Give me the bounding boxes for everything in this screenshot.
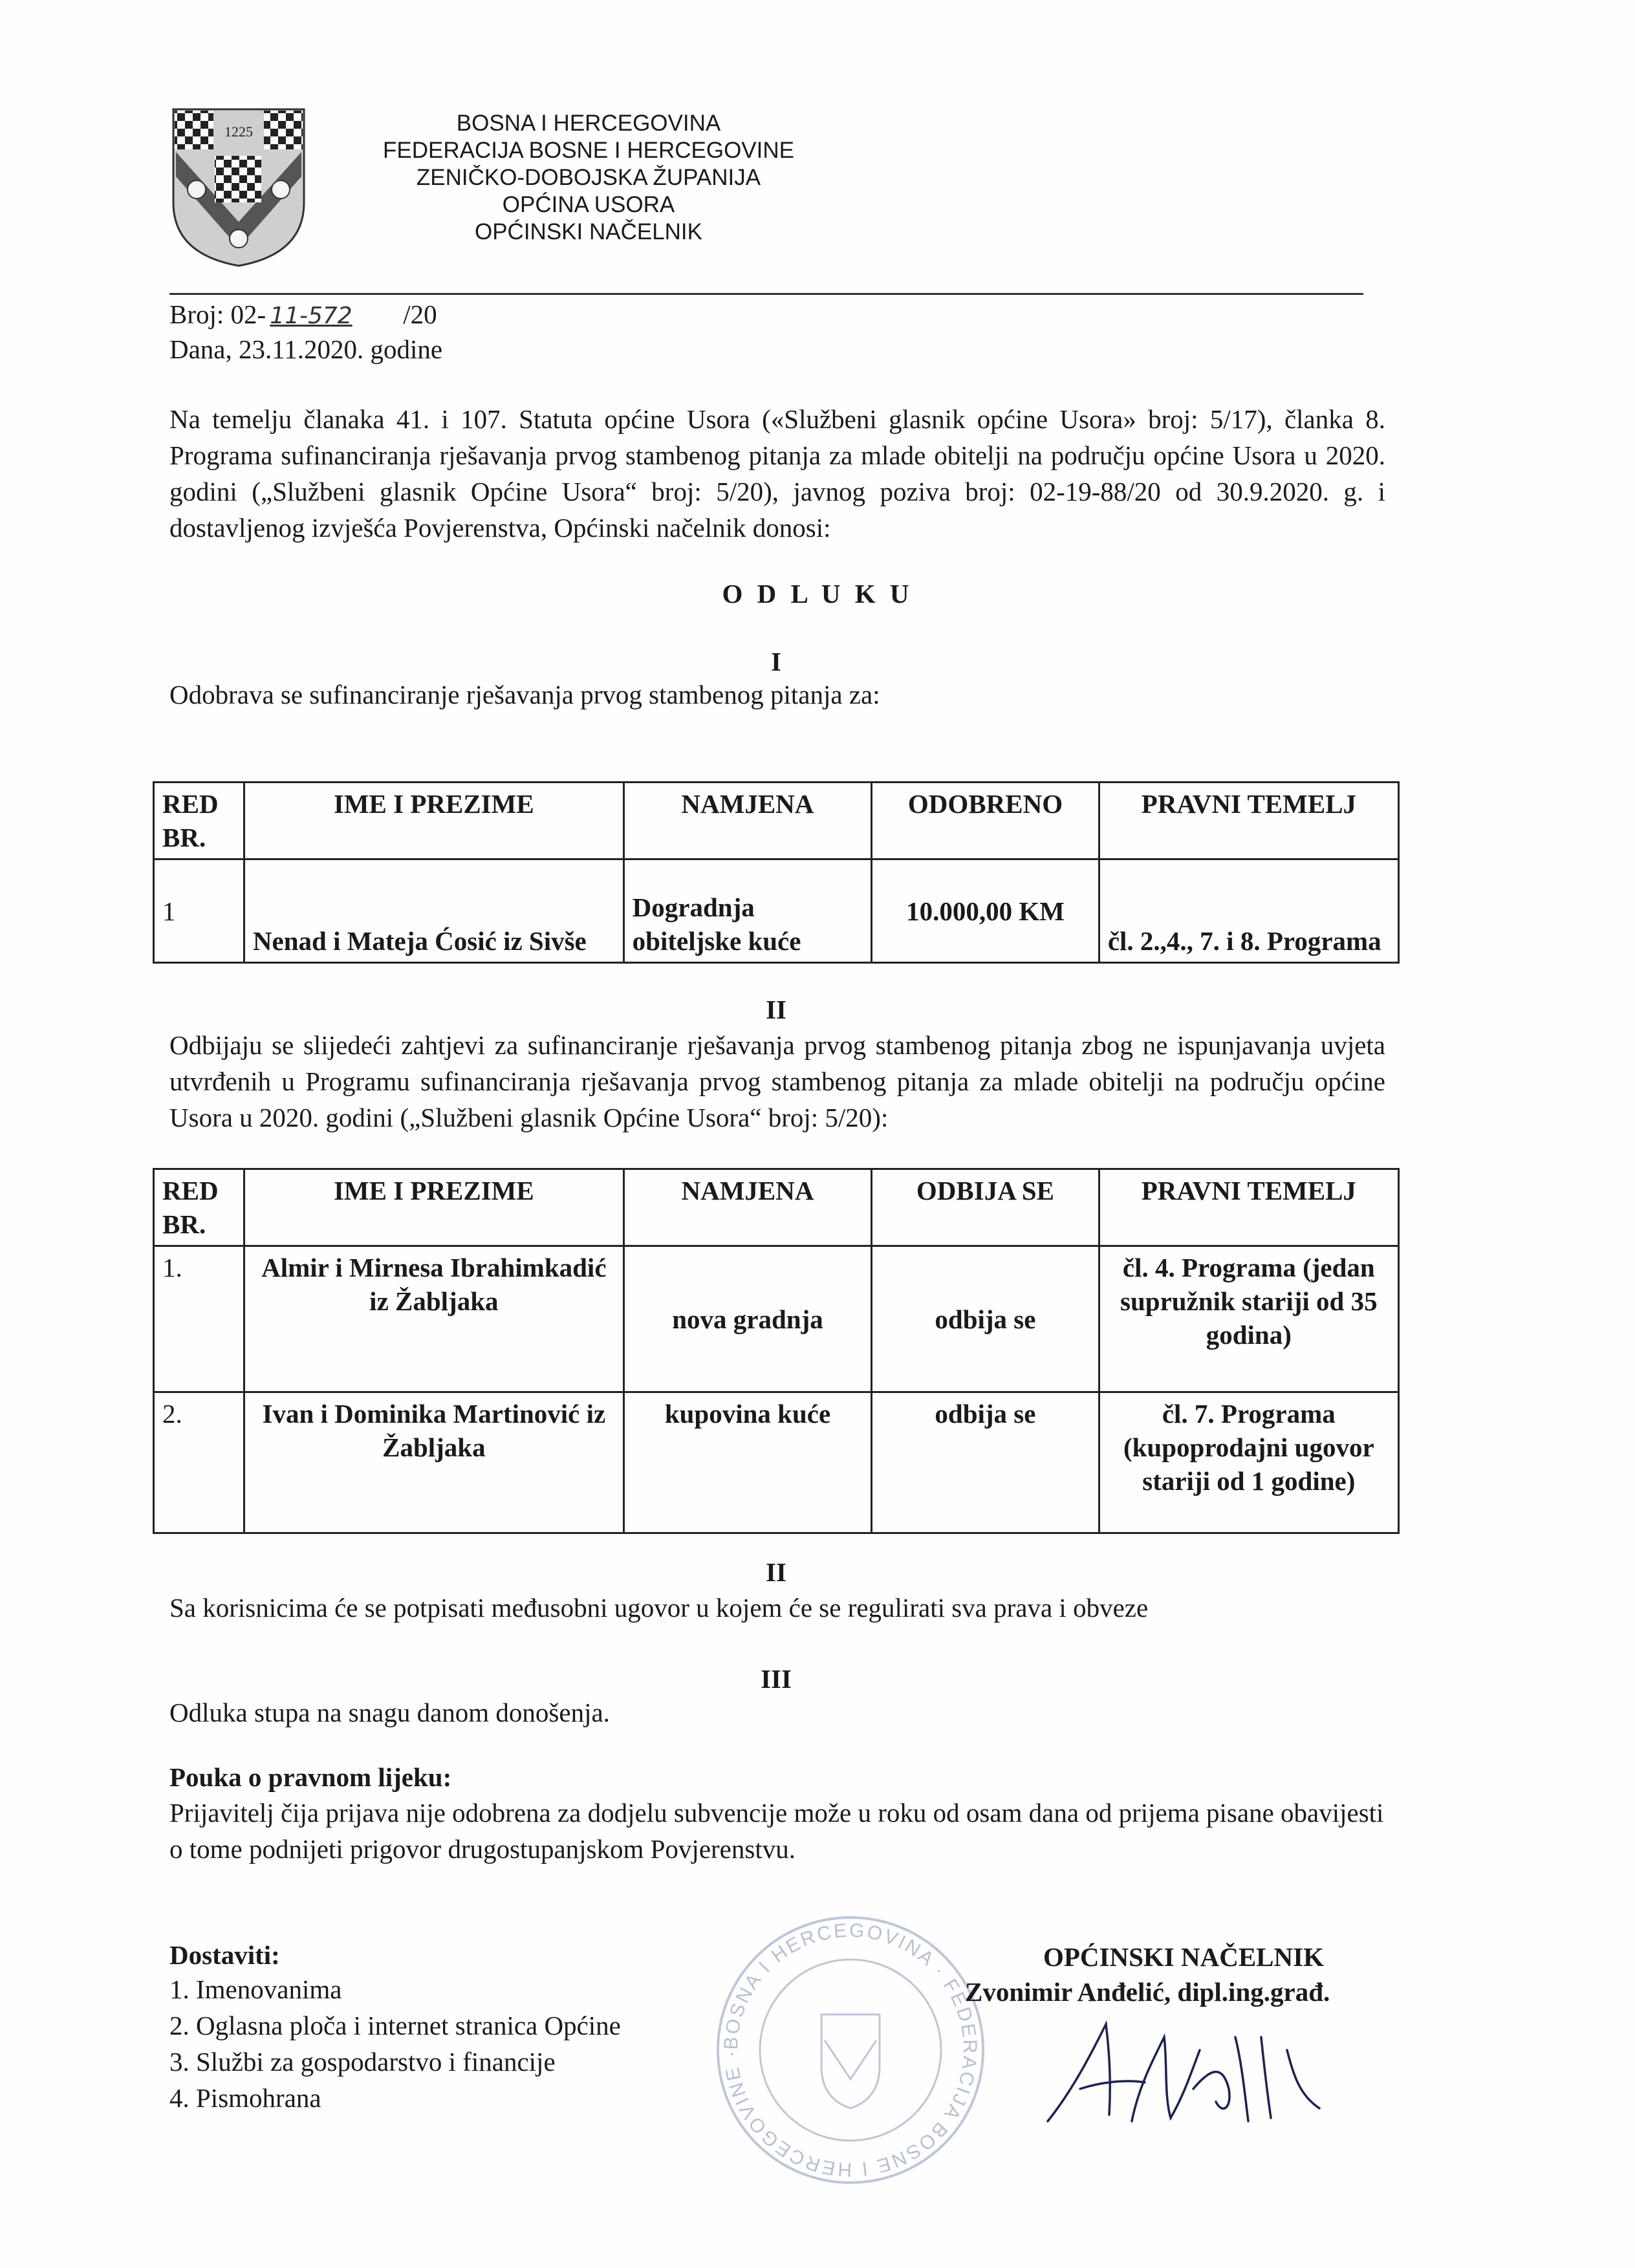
table-cell: Almir i Mirnesa Ibrahimkadić iz Žabljaka bbox=[244, 1246, 623, 1392]
table-cell: 1 bbox=[154, 859, 244, 963]
table-cell: 1. bbox=[154, 1246, 244, 1392]
section-1-text: Odobrava se sufinanciranje rješavanja prvog stambenog pitanja za: bbox=[169, 680, 880, 709]
table-cell: 10.000,00 KM bbox=[872, 859, 1099, 963]
column-header: RED BR. bbox=[154, 1169, 244, 1246]
approved-table bbox=[153, 781, 1400, 964]
column-header: NAMJENA bbox=[623, 783, 871, 859]
table-row bbox=[154, 859, 1399, 963]
table-row bbox=[154, 1246, 1399, 1392]
list-item: 1. Imenovanima bbox=[169, 1974, 342, 2004]
column-header: PRAVNI TEMELJ bbox=[1099, 1169, 1398, 1246]
column-header: ODBIJA SE bbox=[872, 1169, 1099, 1246]
broj-handwritten: 11-572 bbox=[270, 303, 352, 329]
broj-prefix: Broj: 02- bbox=[169, 299, 266, 329]
broj-suffix: /20 bbox=[403, 299, 437, 329]
approved-table-header-row bbox=[154, 783, 1399, 859]
rejected-table bbox=[153, 1168, 1400, 1534]
table-cell: čl. 2.,4., 7. i 8. Programa bbox=[1099, 859, 1398, 963]
section-4-number: III bbox=[761, 1664, 792, 1694]
header-federation: FEDERACIJA BOSNE I HERCEGOVINE bbox=[383, 138, 794, 163]
handwritten-signature bbox=[1035, 2011, 1332, 2134]
table-cell: čl. 4. Programa (jedan supružnik stariji od 35 godina) bbox=[1099, 1246, 1398, 1392]
coat-of-arms-logo bbox=[169, 105, 308, 268]
column-header: IME I PREZIME bbox=[244, 783, 623, 859]
header-municipality: OPĆINA USORA bbox=[502, 192, 675, 217]
header-canton: ZENIČKO-DOBOJSKA ŽUPANIJA bbox=[416, 165, 761, 190]
document-date: Dana, 23.11.2020. godine bbox=[169, 334, 443, 364]
reference-number bbox=[169, 296, 622, 334]
table-cell: odbija se bbox=[872, 1392, 1099, 1533]
table-row bbox=[154, 1392, 1399, 1533]
column-header: IME I PREZIME bbox=[244, 1169, 623, 1246]
official-stamp bbox=[711, 1911, 990, 2189]
svg-text:1225: 1225 bbox=[224, 124, 253, 140]
header-divider bbox=[169, 293, 1363, 295]
section-3-text: Sa korisnicima će se potpisati međusobni ugovor u kojem će se regulirati sva prava i obveze bbox=[169, 1593, 1149, 1623]
column-header: PRAVNI TEMELJ bbox=[1099, 783, 1398, 859]
table-cell: Dogradnja obiteljske kuće bbox=[623, 859, 871, 963]
table-cell: Nenad i Mateja Ćosić iz Sivše bbox=[244, 859, 623, 963]
preamble-paragraph: Na temelju članaka 41. i 107. Statuta općine Usora («Službeni glasnik općine Usora» broj: 5/17), članka 8. Programa sufinanciranja rješavanja prvog stambenog pitanja za mlade obitelji na području općine Usora u 2020. godini („Službeni glasnik Općine Usora“ broj: 5/20), javnog poziva broj: 02-19-88/20 od 30.9.2020. g. i dostavljenog izvješća Povjerenstva, Općinski načelnik donosi: bbox=[169, 404, 1385, 543]
legal-remedy-title: Pouka o pravnom lijeku: bbox=[169, 1762, 452, 1792]
list-item: 2. Oglasna ploča i internet stranica Općine bbox=[169, 2011, 621, 2040]
table-cell: odbija se bbox=[872, 1246, 1099, 1392]
table-cell: čl. 7. Programa (kupoprodajni ugovor stariji od 1 godine) bbox=[1099, 1392, 1398, 1533]
table-cell: 2. bbox=[154, 1392, 244, 1533]
header-block bbox=[298, 110, 880, 246]
section-2-text: Odbijaju se slijedeći zahtjevi za sufinanciranje rješavanja prvog stambenog pitanja zbog ne ispunjavanja uvjeta utvrđenih u Programu sufinanciranja rješavanja prvog stambenog pitanja za mlade obitelji na području općine Usora u 2020. godini („Službeni glasnik Općine Usora“ broj: 5/20): bbox=[169, 1030, 1385, 1132]
section-2-number: II bbox=[766, 995, 786, 1024]
table-cell: nova gradnja bbox=[623, 1246, 871, 1392]
header-country: BOSNA I HERCEGOVINA bbox=[456, 111, 721, 136]
column-header: ODOBRENO bbox=[872, 783, 1099, 859]
section-3-number: II bbox=[766, 1557, 786, 1587]
list-item: 3. Službi za gospodarstvo i financije bbox=[169, 2047, 556, 2077]
decision-title: O D L U K U bbox=[722, 579, 913, 609]
table-cell: Ivan i Dominika Martinović iz Žabljaka bbox=[244, 1392, 623, 1533]
delivery-title: Dostaviti: bbox=[169, 1940, 280, 1970]
section-4-text: Odluka stupa na snagu danom donošenja. bbox=[169, 1698, 610, 1727]
column-header: RED BR. bbox=[154, 783, 244, 859]
signatory-name: Zvonimir Anđelić, dipl.ing.građ. bbox=[965, 1977, 1330, 2007]
header-office: OPĆINSKI NAČELNIK bbox=[474, 219, 703, 244]
section-1-number: I bbox=[771, 647, 781, 676]
rejected-table-header-row bbox=[154, 1169, 1399, 1246]
legal-remedy-text: Prijavitelj čija prijava nije odobrena za dodjelu subvencije može u roku od osam dana od prijema pisane obavijesti o tome podnijeti prigovor drugostupanjskom Povjerenstvu. bbox=[169, 1798, 1384, 1864]
signatory-title: OPĆINSKI NAČELNIK bbox=[1043, 1942, 1324, 1972]
list-item: 4. Pismohrana bbox=[169, 2083, 321, 2113]
column-header: NAMJENA bbox=[623, 1169, 871, 1246]
table-cell: kupovina kuće bbox=[623, 1392, 871, 1533]
delivery-list bbox=[169, 1971, 752, 2116]
svg-text:BOSNA I HERCEGOVINA · FEDERACI: BOSNA I HERCEGOVINA · FEDERACIJA BOSNE I HERCEGOVINE · bbox=[720, 1919, 981, 2181]
